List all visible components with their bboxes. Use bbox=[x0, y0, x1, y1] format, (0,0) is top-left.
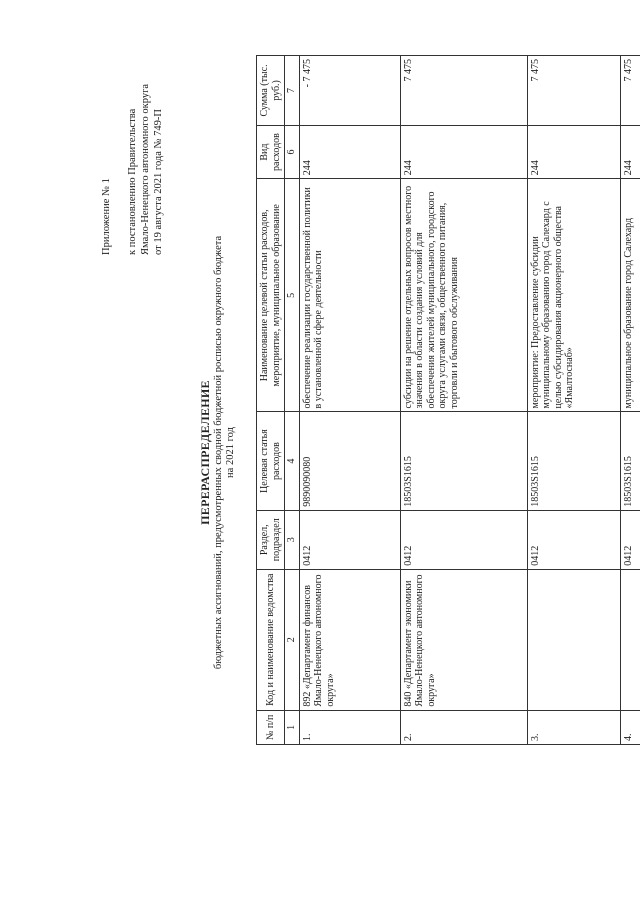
sum-cell: 7 475 bbox=[527, 56, 620, 126]
sum-cell: 7 475 bbox=[400, 56, 527, 126]
type-cell: 244 bbox=[400, 125, 527, 178]
sum-cell: 7 475 bbox=[620, 56, 640, 126]
document-title: ПЕРЕРАСПРЕДЕЛЕНИЕ bbox=[198, 380, 212, 525]
sum-cell: - 7 475 bbox=[299, 56, 400, 126]
target-cell: 18503S1615 bbox=[527, 412, 620, 510]
target-cell: 18503S1615 bbox=[620, 412, 640, 510]
type-cell: 244 bbox=[620, 125, 640, 178]
type-cell: 244 bbox=[299, 125, 400, 178]
row-number: 4. bbox=[620, 710, 640, 744]
table-row bbox=[620, 56, 640, 745]
row-number: 3. bbox=[527, 710, 620, 744]
target-cell: 9890090080 bbox=[299, 412, 400, 510]
header-cell: Сумма (тыс. руб.) bbox=[257, 56, 285, 126]
type-cell: 244 bbox=[527, 125, 620, 178]
table-row bbox=[299, 56, 400, 745]
column-number: 4 bbox=[285, 412, 300, 510]
appendix-line: к постановлению Правительства bbox=[127, 108, 138, 255]
column-number-row bbox=[285, 56, 300, 745]
redistribution-table bbox=[256, 55, 640, 745]
section-cell: 0412 bbox=[620, 510, 640, 569]
agency-cell bbox=[527, 569, 620, 710]
header-cell: Код и наименование ведомства bbox=[257, 569, 285, 710]
name-cell: обеспечение реализации государственной политики в установленной сфере деятельности bbox=[299, 179, 400, 412]
document-subtitle bbox=[213, 0, 237, 905]
row-number: 2. bbox=[400, 710, 527, 744]
appendix-line: Ямало-Ненецкого автономного округа bbox=[140, 83, 151, 255]
header-cell: Наименование целевой статьи расходов, мероприятие, муниципальное образование bbox=[257, 179, 285, 412]
header-cell: Вид расходов bbox=[257, 125, 285, 178]
agency-cell bbox=[620, 569, 640, 710]
name-cell: мероприятие: Предоставление субсидии муниципальному образованию город Салехард с целью субсидирования акционерного общества «Ямалтоснаб» bbox=[527, 179, 620, 412]
agency-cell: 840 «Департамент экономики Ямало-Ненецкого автономного округа» bbox=[400, 569, 527, 710]
column-number: 5 bbox=[285, 179, 300, 412]
name-cell: муниципальное образование город Салехард bbox=[620, 179, 640, 412]
header-cell: Раздел, подраздел bbox=[257, 510, 285, 569]
column-number: 2 bbox=[285, 569, 300, 710]
table-header-row bbox=[257, 56, 285, 745]
agency-cell: 892 «Департамент финансов Ямало-Ненецкого автономного округа» bbox=[299, 569, 400, 710]
appendix-title: Приложение № 1 bbox=[101, 178, 112, 255]
name-cell: субсидии на решение отдельных вопросов местного значения в области создания условий для обеспечения жителей муниципального, городского округа услугами связи, общественного питания, торговли и бытового обслуживания bbox=[400, 179, 527, 412]
header-cell: № п/п bbox=[257, 710, 285, 744]
subtitle-line: на 2021 год bbox=[225, 427, 236, 478]
table-row bbox=[527, 56, 620, 745]
row-number: 1. bbox=[299, 710, 400, 744]
column-number: 3 bbox=[285, 510, 300, 569]
appendix-line: от 19 августа 2021 года № 749-П bbox=[153, 108, 164, 255]
appendix-block bbox=[100, 30, 165, 255]
section-cell: 0412 bbox=[299, 510, 400, 569]
column-number: 6 bbox=[285, 125, 300, 178]
column-number: 1 bbox=[285, 710, 300, 744]
section-cell: 0412 bbox=[527, 510, 620, 569]
table-row bbox=[400, 56, 527, 745]
section-cell: 0412 bbox=[400, 510, 527, 569]
subtitle-line: бюджетных ассигнований, предусмотренных сводной бюджетной росписью окружного бюджета bbox=[213, 235, 224, 670]
column-number: 7 bbox=[285, 56, 300, 126]
target-cell: 18503S1615 bbox=[400, 412, 527, 510]
header-cell: Целевая статья расходов bbox=[257, 412, 285, 510]
